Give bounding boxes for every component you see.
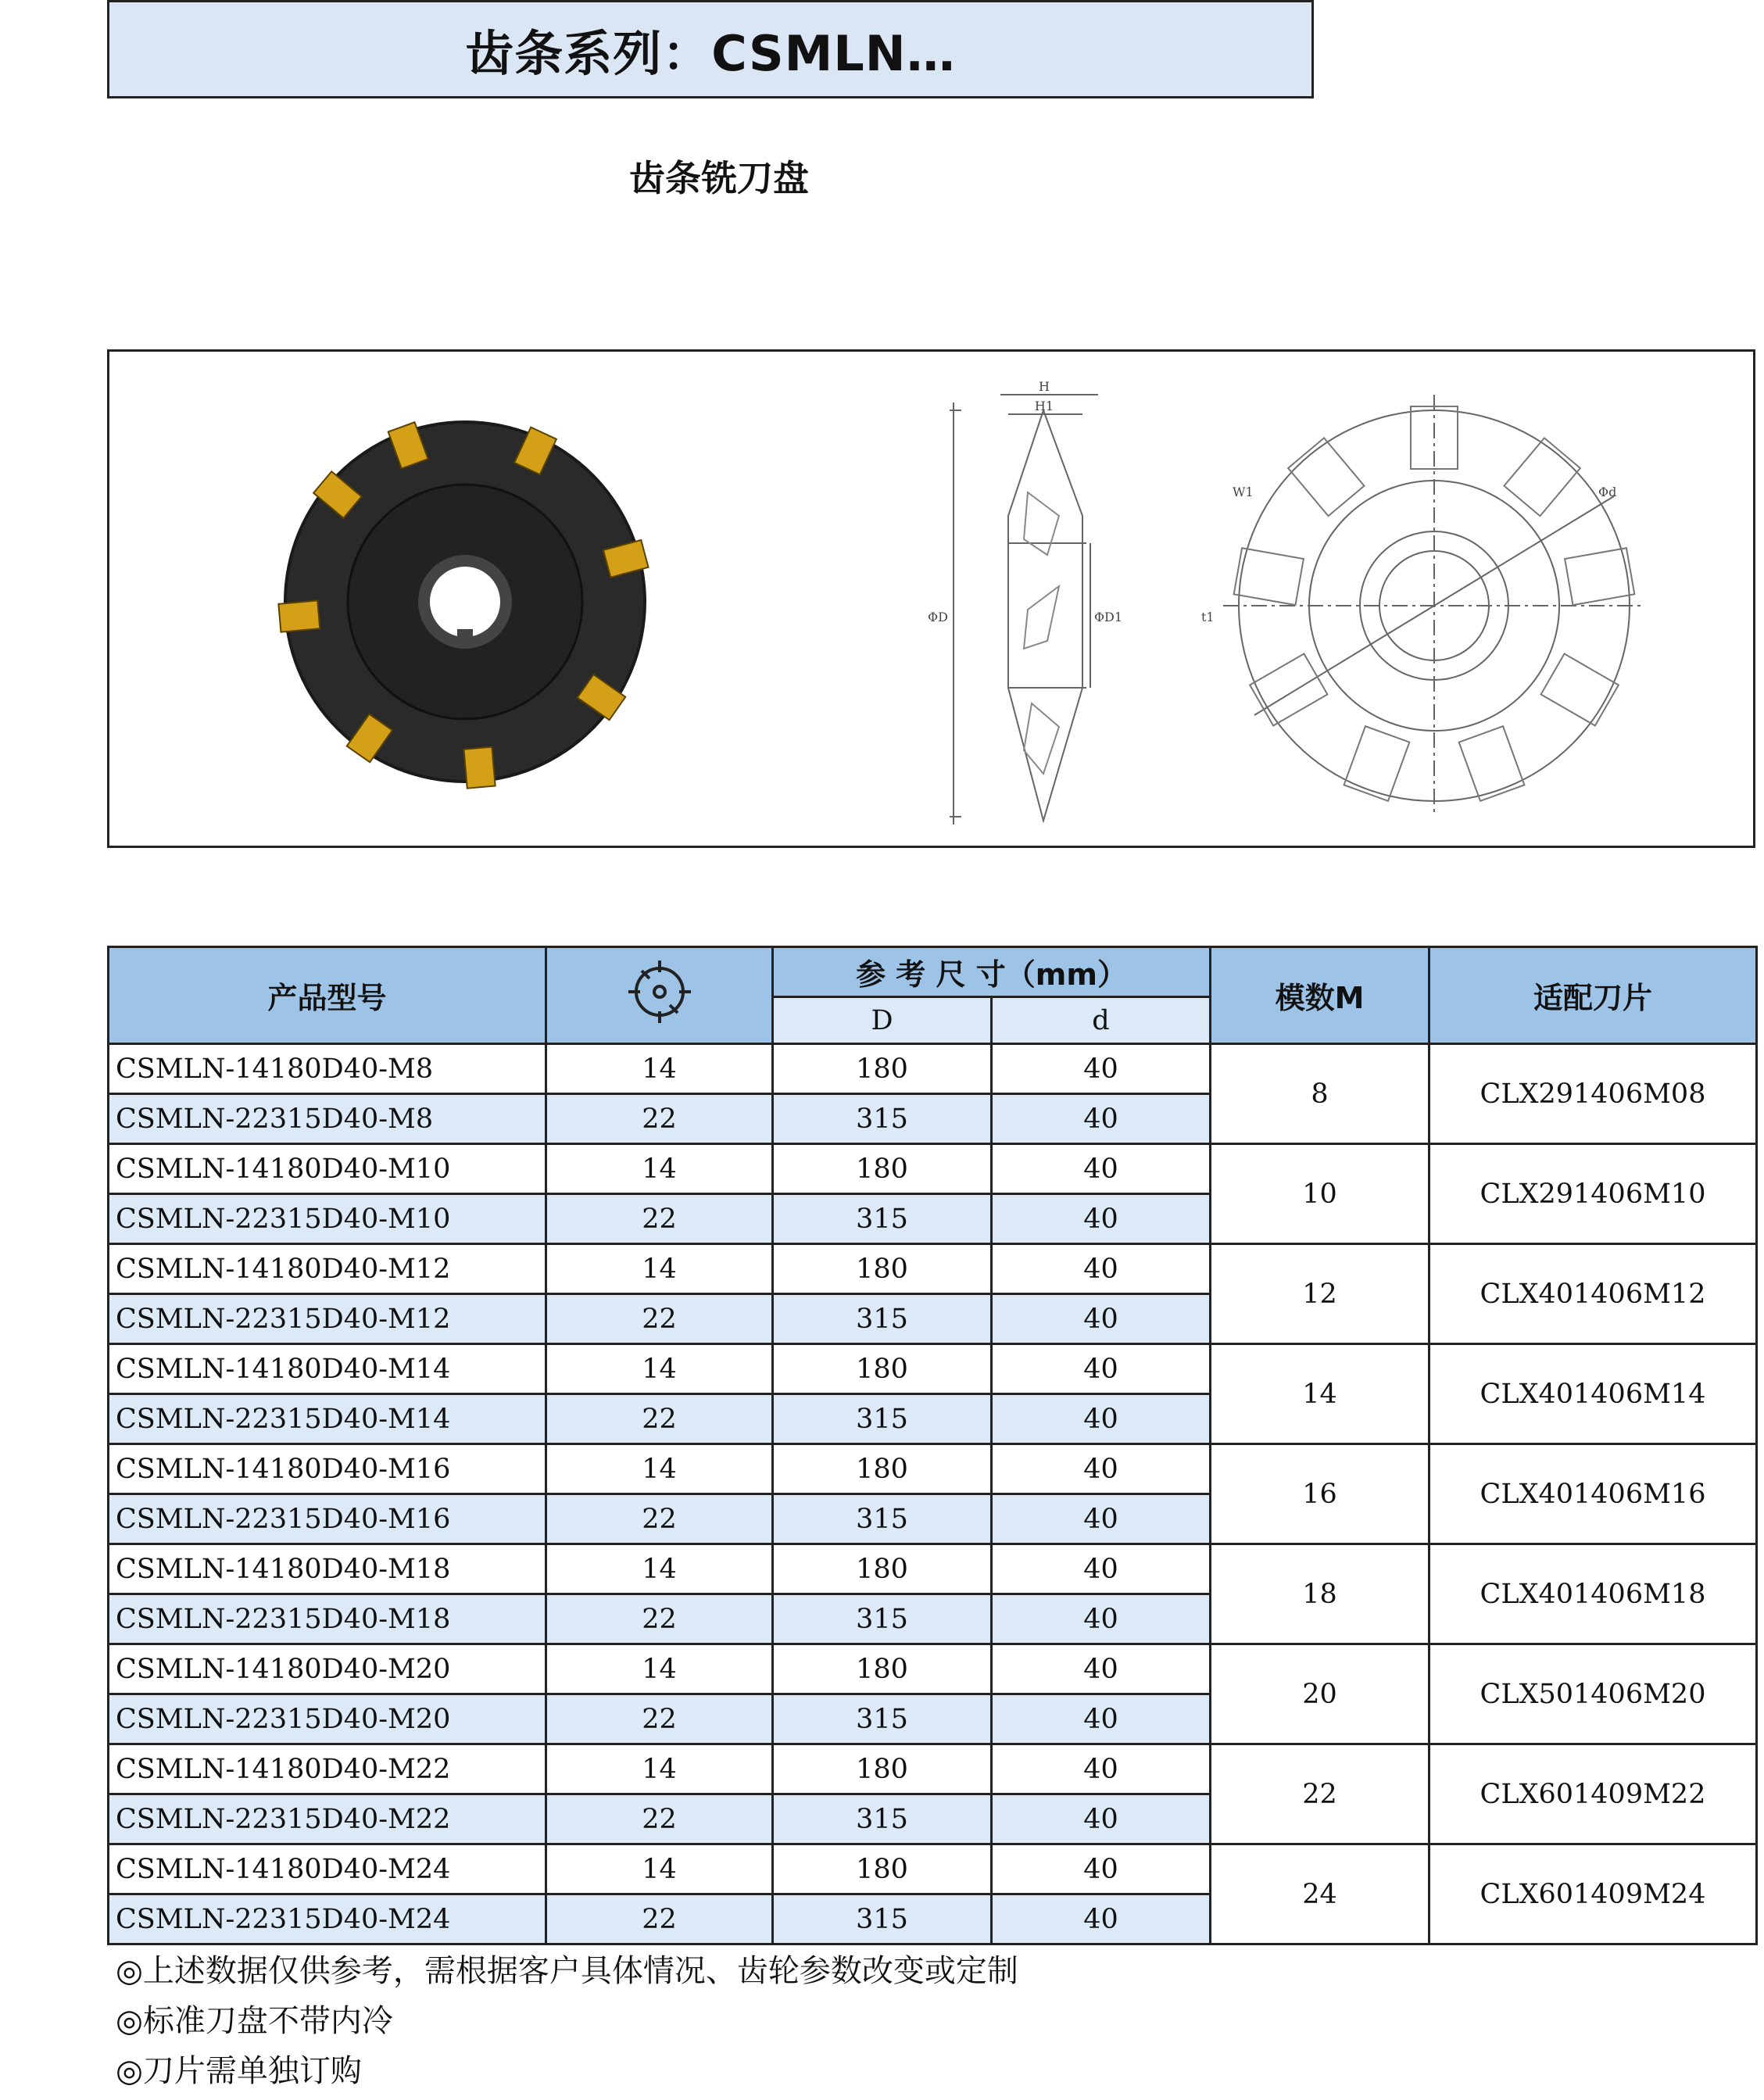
cell-teeth: 14 — [546, 1244, 773, 1294]
svg-text:t1: t1 — [1201, 610, 1215, 624]
note-item: ◎刀片需单独订购 — [116, 2053, 362, 2089]
side-view-labels — [928, 379, 1122, 624]
cell-D: 315 — [773, 1294, 992, 1344]
cell-d: 40 — [992, 1694, 1211, 1744]
cell-teeth: 22 — [546, 1294, 773, 1344]
header-D: D — [773, 997, 992, 1044]
cell-D: 180 — [773, 1544, 992, 1594]
cell-model: CSMLN-22315D40-M18 — [109, 1594, 546, 1644]
svg-text:ΦD1: ΦD1 — [1093, 610, 1123, 624]
cell-model: CSMLN-14180D40-M14 — [109, 1344, 546, 1394]
cell-module: 12 — [1211, 1244, 1429, 1344]
cell-insert: CLX401406M14 — [1429, 1344, 1757, 1444]
note-item: ◎标准刀盘不带内冷 — [116, 2003, 393, 2039]
cell-d: 40 — [992, 1744, 1211, 1794]
cell-model: CSMLN-22315D40-M24 — [109, 1894, 546, 1944]
title-banner — [107, 0, 1314, 98]
cell-teeth: 14 — [546, 1844, 773, 1894]
cell-d: 40 — [992, 1594, 1211, 1644]
cell-d: 40 — [992, 1844, 1211, 1894]
header-teeth — [546, 947, 773, 1044]
cell-teeth: 14 — [546, 1344, 773, 1394]
product-figure-box — [107, 349, 1755, 848]
cell-model: CSMLN-22315D40-M22 — [109, 1794, 546, 1844]
cell-insert: CLX401406M12 — [1429, 1244, 1757, 1344]
cell-model: CSMLN-14180D40-M12 — [109, 1244, 546, 1294]
cell-D: 180 — [773, 1144, 992, 1194]
cell-D: 315 — [773, 1194, 992, 1244]
cell-model: CSMLN-14180D40-M20 — [109, 1644, 546, 1694]
cell-D: 180 — [773, 1344, 992, 1394]
cell-module: 24 — [1211, 1844, 1429, 1944]
cutter-illustration — [109, 352, 1753, 846]
cell-d: 40 — [992, 1494, 1211, 1544]
cell-D: 315 — [773, 1094, 992, 1144]
cell-model: CSMLN-22315D40-M16 — [109, 1494, 546, 1544]
cell-teeth: 14 — [546, 1044, 773, 1094]
cell-teeth: 22 — [546, 1594, 773, 1644]
cell-teeth: 14 — [546, 1744, 773, 1794]
cell-insert: CLX401406M18 — [1429, 1544, 1757, 1644]
cell-model: CSMLN-14180D40-M8 — [109, 1044, 546, 1094]
note-item: ◎上述数据仅供参考，需根据客户具体情况、齿轮参数改变或定制 — [116, 1953, 1018, 1989]
cell-insert: CLX501406M20 — [1429, 1644, 1757, 1744]
svg-text:ΦD: ΦD — [928, 610, 948, 624]
side-view-drawing — [950, 395, 1098, 825]
cell-model: CSMLN-22315D40-M10 — [109, 1194, 546, 1244]
cell-teeth: 14 — [546, 1644, 773, 1694]
cell-d: 40 — [992, 1094, 1211, 1144]
cell-teeth: 14 — [546, 1444, 773, 1494]
cell-model: CSMLN-14180D40-M18 — [109, 1544, 546, 1594]
notes — [116, 1946, 1018, 2096]
cell-model: CSMLN-22315D40-M8 — [109, 1094, 546, 1144]
cell-d: 40 — [992, 1244, 1211, 1294]
teeth-count-icon — [624, 957, 695, 1027]
cell-D: 315 — [773, 1894, 992, 1944]
cell-teeth: 22 — [546, 1394, 773, 1444]
cell-insert: CLX291406M10 — [1429, 1144, 1757, 1244]
cell-insert: CLX601409M22 — [1429, 1744, 1757, 1844]
cell-module: 22 — [1211, 1744, 1429, 1844]
cell-D: 180 — [773, 1644, 992, 1694]
header-module: 模数M — [1211, 947, 1429, 1044]
cell-module: 10 — [1211, 1144, 1429, 1244]
cell-d: 40 — [992, 1394, 1211, 1444]
svg-text:H1: H1 — [1034, 399, 1054, 413]
page-title: 齿条系列：CSMLN… — [465, 24, 956, 82]
cell-D: 315 — [773, 1794, 992, 1844]
cell-module: 16 — [1211, 1444, 1429, 1544]
front-view-labels — [1201, 485, 1616, 624]
cell-d: 40 — [992, 1344, 1211, 1394]
svg-text:H: H — [1039, 379, 1050, 394]
cell-D: 315 — [773, 1494, 992, 1544]
cell-D: 315 — [773, 1694, 992, 1744]
cell-module: 8 — [1211, 1044, 1429, 1144]
cell-teeth: 22 — [546, 1794, 773, 1844]
cell-d: 40 — [992, 1794, 1211, 1844]
cutter-photo — [278, 420, 648, 789]
cell-d: 40 — [992, 1444, 1211, 1494]
cell-D: 180 — [773, 1444, 992, 1494]
cell-D: 180 — [773, 1844, 992, 1894]
cell-D: 180 — [773, 1044, 992, 1094]
front-view-drawing — [1223, 395, 1645, 817]
cell-teeth: 22 — [546, 1094, 773, 1144]
cell-d: 40 — [992, 1544, 1211, 1594]
cell-d: 40 — [992, 1644, 1211, 1694]
cell-d: 40 — [992, 1044, 1211, 1094]
cell-model: CSMLN-14180D40-M16 — [109, 1444, 546, 1494]
cell-module: 18 — [1211, 1544, 1429, 1644]
cell-D: 315 — [773, 1594, 992, 1644]
cell-teeth: 22 — [546, 1194, 773, 1244]
svg-text:Φd: Φd — [1598, 485, 1617, 499]
header-d: d — [992, 997, 1211, 1044]
section-subtitle: 齿条铣刀盘 — [629, 157, 809, 199]
cell-model: CSMLN-14180D40-M24 — [109, 1844, 546, 1894]
cell-teeth: 14 — [546, 1544, 773, 1594]
cell-model: CSMLN-22315D40-M12 — [109, 1294, 546, 1344]
cell-teeth: 22 — [546, 1494, 773, 1544]
cell-model: CSMLN-22315D40-M20 — [109, 1694, 546, 1744]
cell-D: 180 — [773, 1744, 992, 1794]
cell-D: 315 — [773, 1394, 992, 1444]
cell-module: 20 — [1211, 1644, 1429, 1744]
cell-module: 14 — [1211, 1344, 1429, 1444]
cell-d: 40 — [992, 1894, 1211, 1944]
header-model: 产品型号 — [109, 947, 546, 1044]
cell-insert: CLX291406M08 — [1429, 1044, 1757, 1144]
svg-text:W1: W1 — [1233, 485, 1254, 499]
cell-D: 180 — [773, 1244, 992, 1294]
cell-teeth: 22 — [546, 1694, 773, 1744]
cell-insert: CLX401406M16 — [1429, 1444, 1757, 1544]
cell-model: CSMLN-14180D40-M10 — [109, 1144, 546, 1194]
cell-model: CSMLN-14180D40-M22 — [109, 1744, 546, 1794]
cell-teeth: 14 — [546, 1144, 773, 1194]
cell-model: CSMLN-22315D40-M14 — [109, 1394, 546, 1444]
cell-teeth: 22 — [546, 1894, 773, 1944]
cell-insert: CLX601409M24 — [1429, 1844, 1757, 1944]
spec-table — [107, 946, 1758, 1945]
cell-d: 40 — [992, 1294, 1211, 1344]
header-ref-dims: 参 考 尺 寸（mm） — [773, 947, 1211, 997]
spec-table-body — [109, 1044, 1757, 1944]
cell-d: 40 — [992, 1144, 1211, 1194]
cell-d: 40 — [992, 1194, 1211, 1244]
header-insert: 适配刀片 — [1429, 947, 1757, 1044]
